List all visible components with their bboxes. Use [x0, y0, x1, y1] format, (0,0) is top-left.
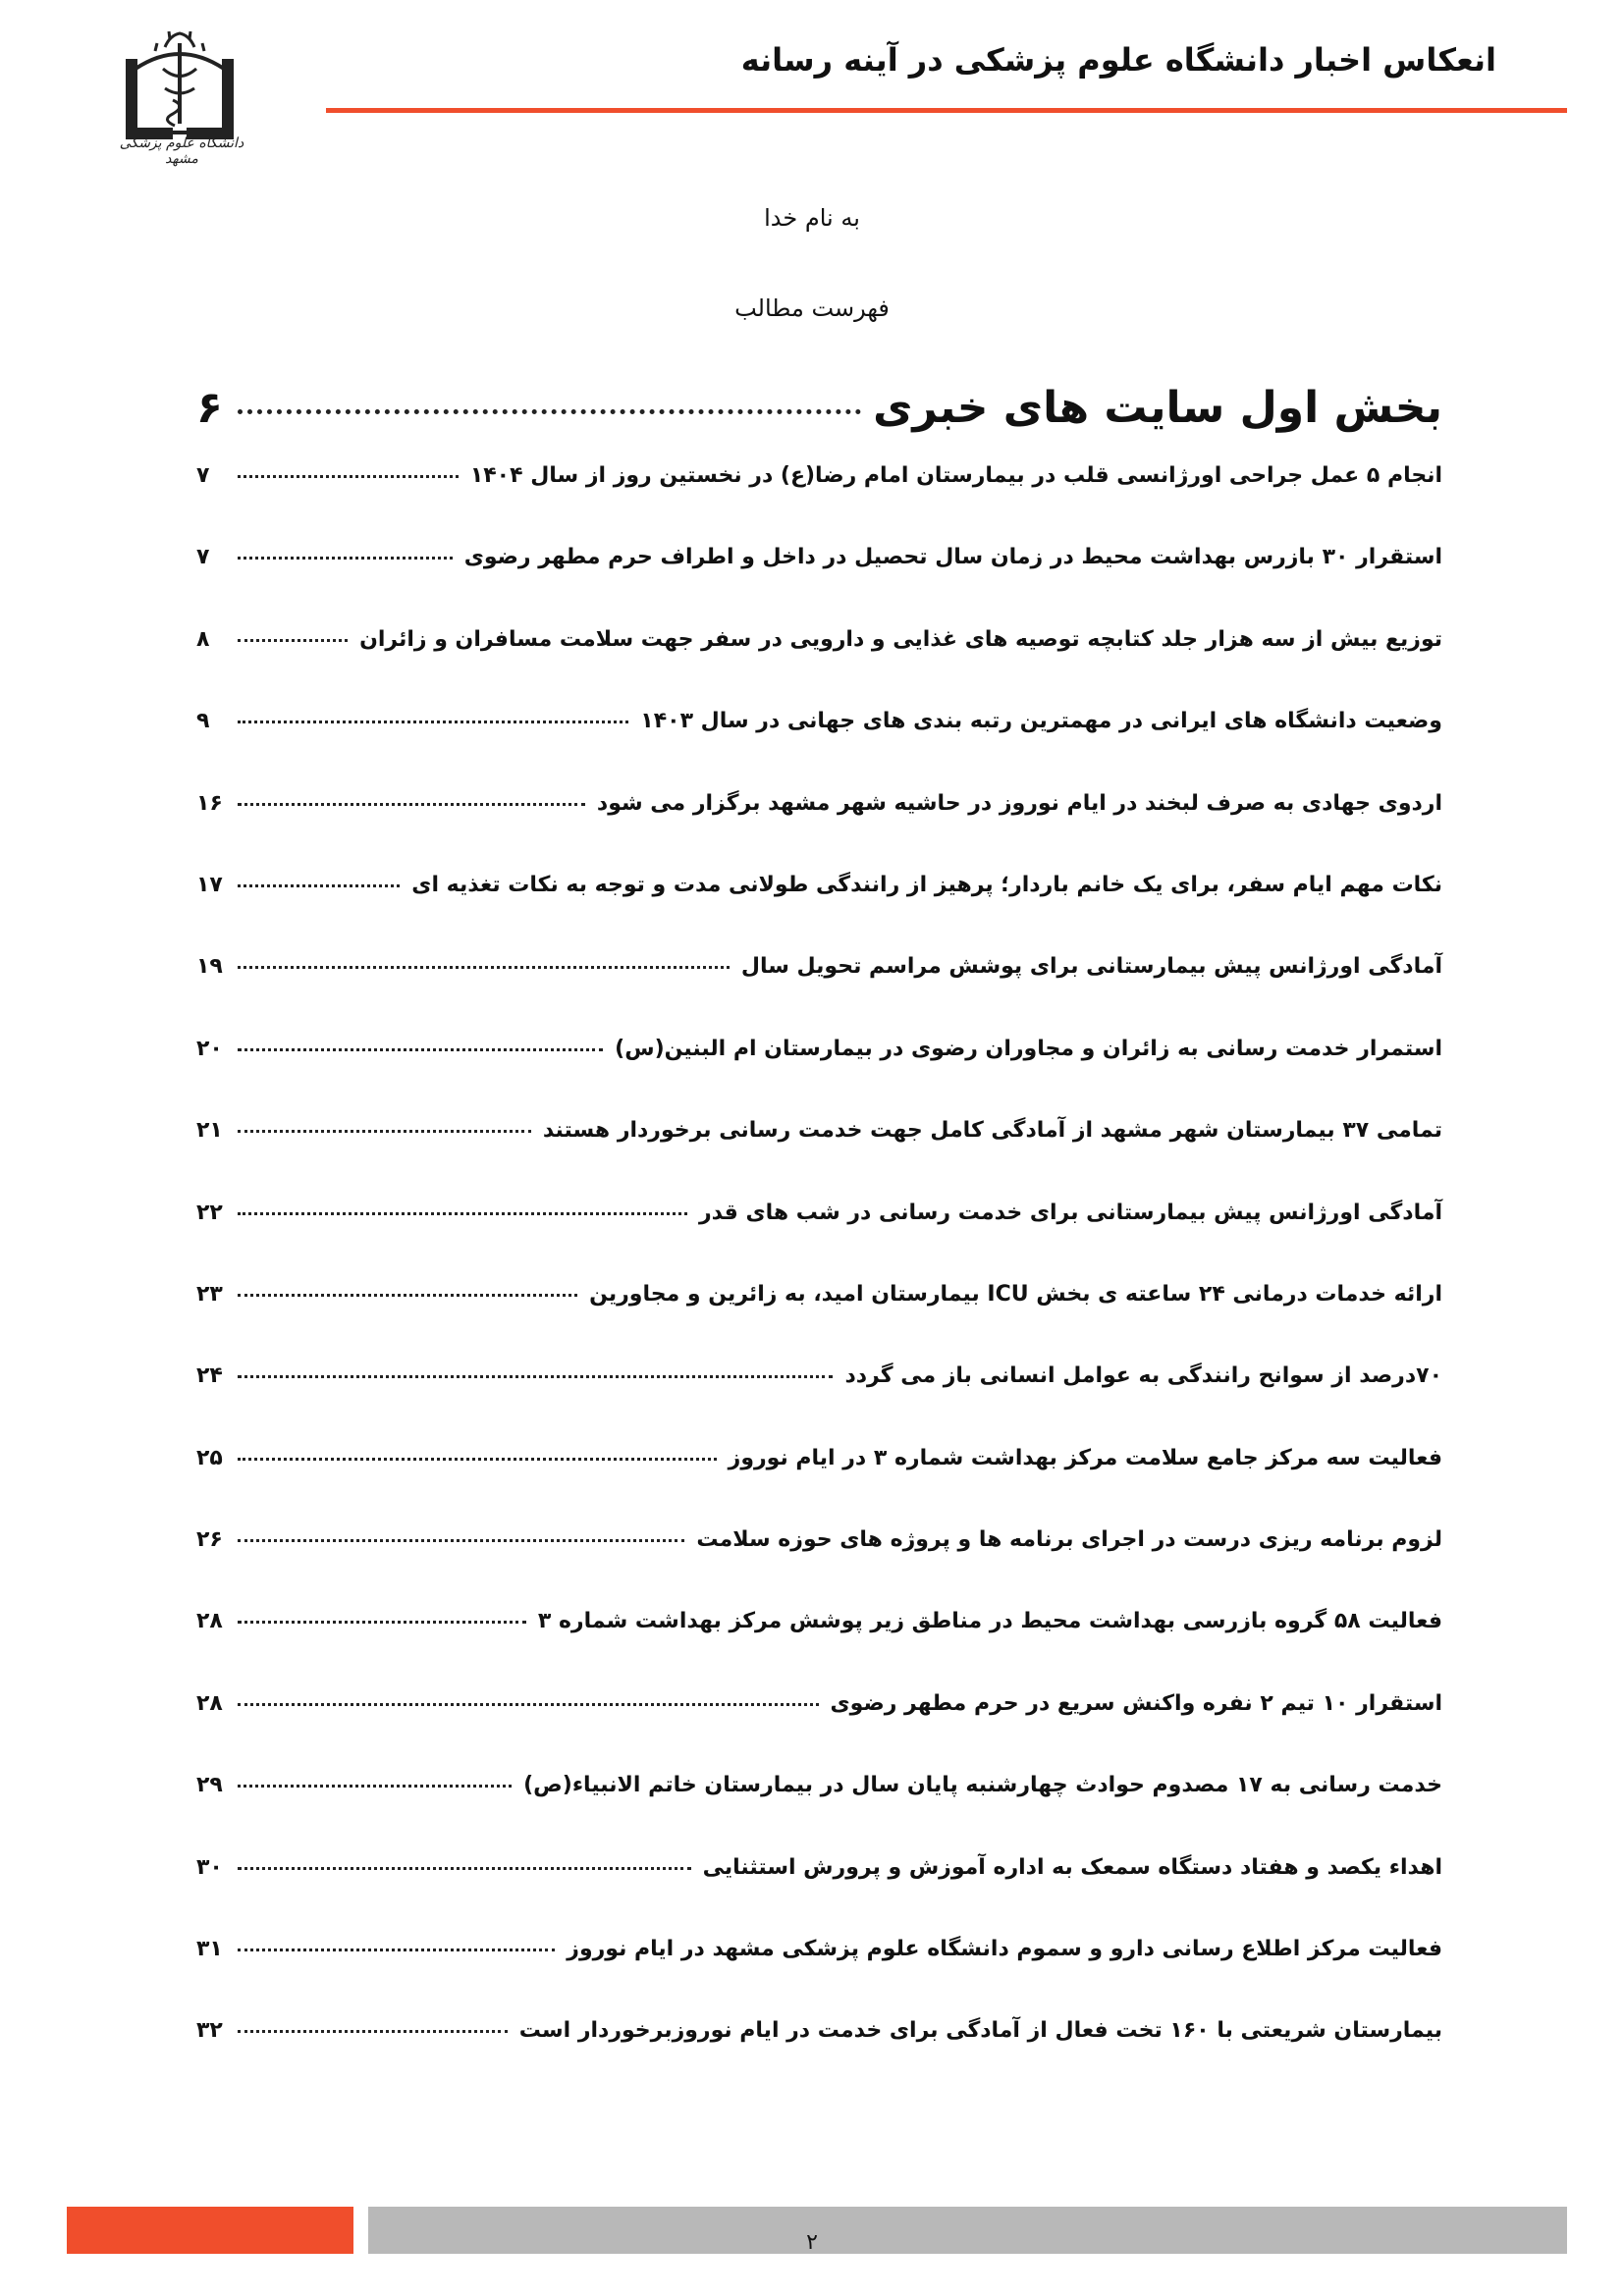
toc-entry-page: ۱۹ — [196, 954, 223, 980]
toc-entry-page: ۳۰ — [196, 1854, 223, 1880]
toc-entry-page: ۲۸ — [196, 1690, 223, 1716]
toc-entry-list — [196, 463, 1442, 2101]
toc-entry-row[interactable] — [196, 627, 1442, 709]
toc-entry-row[interactable] — [196, 1446, 1442, 1527]
logo-caption: دانشگاه علوم پزشکی مشهد — [119, 135, 244, 167]
toc-entry-title: آمادگی اورژانس پیش بیمارستانی برای پوشش مراسم تحویل سال — [740, 954, 1442, 980]
toc-entry-row[interactable] — [196, 1201, 1442, 1282]
toc-entry-title: لزوم برنامه ریزی درست در اجرای برنامه ها و پروژه های حوزه سلامت — [696, 1527, 1442, 1553]
toc-entry-title: بیمارستان شریعتی با ۱۶۰ تخت فعال از آمادگی برای خدمت در ایام نوروزبرخوردار است — [518, 2018, 1442, 2044]
toc-entry-page: ۱۶ — [196, 790, 223, 816]
toc-dot-leader — [238, 1048, 603, 1051]
toc-dot-leader — [238, 639, 348, 642]
toc-section-row[interactable] — [196, 383, 1442, 463]
toc-entry-title: اردوی جهادی به صرف لبخند در ایام نوروز در حاشیه شهر مشهد برگزار می شود — [596, 790, 1442, 816]
toc-heading: فهرست مطالب — [734, 294, 890, 322]
toc-entry-row[interactable] — [196, 1855, 1442, 1937]
toc-dot-leader — [238, 1703, 819, 1706]
toc-dot-leader — [238, 1458, 717, 1461]
toc-entry-title: توزیع بیش از سه هزار جلد کتابچه توصیه های غذایی و دارویی در سفر جهت سلامت مسافران و زائران — [359, 626, 1442, 652]
header-rule — [326, 108, 1567, 113]
toc-entry-row[interactable] — [196, 709, 1442, 790]
toc-entry-title: خدمت رسانی به ۱۷ مصدوم حوادث چهارشنبه پایان سال در بیمارستان خاتم الانبیاء(ص) — [523, 1773, 1442, 1798]
toc-dot-leader — [238, 803, 585, 806]
toc-entry-row[interactable] — [196, 1937, 1442, 2018]
toc-entry-title: آمادگی اورژانس پیش بیمارستانی برای خدمت رسانی در شب های قدر — [699, 1200, 1442, 1225]
toc-dot-leader — [238, 475, 459, 478]
toc-entry-row[interactable] — [196, 1037, 1442, 1118]
toc-dot-leader — [238, 966, 730, 969]
toc-entry-title: فعالیت ۵۸ گروه بازرسی بهداشت محیط در مناطق زیر پوشش مرکز بهداشت شماره ۳ — [537, 1609, 1442, 1634]
toc-entry-page: ۲۰ — [196, 1036, 223, 1061]
basmala: به نام خدا — [764, 204, 860, 232]
toc-entry-page: ۲۲ — [196, 1200, 223, 1225]
toc-entry-row[interactable] — [196, 1773, 1442, 1854]
toc-entry-page: ۱۷ — [196, 872, 223, 897]
toc-entry-page: ۲۹ — [196, 1773, 223, 1798]
toc-entry-row[interactable] — [196, 2018, 1442, 2100]
document-header-title: انعکاس اخبار دانشگاه علوم پزشکی در آینه رسانه — [740, 41, 1496, 79]
toc-entry-page: ۲۴ — [196, 1363, 223, 1389]
toc-dot-leader — [238, 1375, 833, 1378]
toc-entry-row[interactable] — [196, 1609, 1442, 1690]
toc-entry-page: ۷ — [196, 463, 210, 488]
toc-entry-row[interactable] — [196, 463, 1442, 545]
toc-entry-page: ۹ — [196, 709, 210, 734]
toc-entry-title: استقرار ۳۰ بازرس بهداشت محیط در زمان سال تحصیل در داخل و اطراف حرم مطهر رضوی — [463, 545, 1442, 570]
toc-entry-title: ۷۰درصد از سوانح رانندگی به عوامل انسانی باز می گردد — [844, 1363, 1442, 1389]
toc-entry-row[interactable] — [196, 873, 1442, 954]
toc-entry-title: استمرار خدمت رسانی به زائران و مجاوران رضوی در بیمارستان ام البنین(س) — [615, 1036, 1442, 1061]
toc-dot-leader — [238, 1785, 512, 1788]
toc-dot-leader — [238, 884, 400, 887]
toc-dot-leader — [238, 1867, 691, 1870]
toc-section-title: بخش اول سایت های خبری — [873, 383, 1442, 433]
page-number: ۲ — [806, 2230, 818, 2255]
toc-entry-page: ۷ — [196, 545, 210, 570]
toc-dot-leader — [238, 1294, 577, 1297]
toc-entry-page: ۳۲ — [196, 2018, 223, 2044]
toc-entry-title: استقرار ۱۰ تیم ۲ نفره واکنش سریع در حرم مطهر رضوی — [830, 1690, 1442, 1716]
toc-entry-title: ارائه خدمات درمانی ۲۴ ساعته ی بخش ICU بیمارستان امید، به زائرین و مجاورین — [589, 1281, 1442, 1307]
toc-dot-leader — [238, 721, 628, 723]
toc-entry-page: ۲۶ — [196, 1527, 223, 1553]
toc-entry-row[interactable] — [196, 1363, 1442, 1445]
toc-dot-leader — [238, 1212, 687, 1215]
toc-entry-title: نکات مهم ایام سفر، برای یک خانم باردار؛ پرهیز از رانندگی طولانی مدت و توجه به نکات تغذیه ای — [411, 872, 1442, 897]
toc-entry-title: فعالیت سه مرکز جامع سلامت مرکز بهداشت شماره ۳ در ایام نوروز — [728, 1445, 1442, 1470]
toc-entry-page: ۲۵ — [196, 1445, 223, 1470]
toc-dot-leader — [238, 409, 861, 414]
toc-entry-title: فعالیت مرکز اطلاع رسانی دارو و سموم دانشگاه علوم پزشکی مشهد در ایام نوروز — [567, 1937, 1442, 1962]
toc-entry-page: ۲۱ — [196, 1118, 223, 1144]
toc-entry-page: ۸ — [196, 626, 210, 652]
table-of-contents — [196, 383, 1442, 2101]
toc-entry-row[interactable] — [196, 1118, 1442, 1200]
toc-entry-row[interactable] — [196, 545, 1442, 626]
toc-entry-page: ۳۱ — [196, 1937, 223, 1962]
toc-entry-row[interactable] — [196, 1691, 1442, 1773]
toc-entry-title: تمامی ۳۷ بیمارستان شهر مشهد از آمادگی کامل جهت خدمت رسانی برخوردار هستند — [542, 1118, 1442, 1144]
toc-entry-title: انجام ۵ عمل جراحی اورژانسی قلب در بیمارستان امام رضا(ع) در نخستین روز از سال ۱۴۰۴ — [469, 463, 1442, 488]
toc-entry-page: ۲۳ — [196, 1281, 223, 1307]
toc-dot-leader — [238, 1539, 684, 1542]
toc-entry-title: وضعیت دانشگاه های ایرانی در مهمترین رتبه بندی های جهانی در سال ۱۴۰۳ — [640, 709, 1442, 734]
toc-entry-row[interactable] — [196, 1282, 1442, 1363]
toc-entry-row[interactable] — [196, 954, 1442, 1036]
toc-entry-row[interactable] — [196, 791, 1442, 873]
toc-entry-page: ۲۸ — [196, 1609, 223, 1634]
toc-dot-leader — [238, 1949, 555, 1951]
toc-dot-leader — [238, 1130, 531, 1133]
toc-dot-leader — [238, 557, 453, 560]
toc-entry-title: اهداء یکصد و هفتاد دستگاه سمعک به اداره آموزش و پرورش استثنایی — [702, 1854, 1442, 1880]
toc-dot-leader — [238, 2030, 508, 2033]
toc-section-page: ۶ — [196, 383, 223, 433]
toc-entry-row[interactable] — [196, 1527, 1442, 1609]
toc-dot-leader — [238, 1621, 526, 1624]
